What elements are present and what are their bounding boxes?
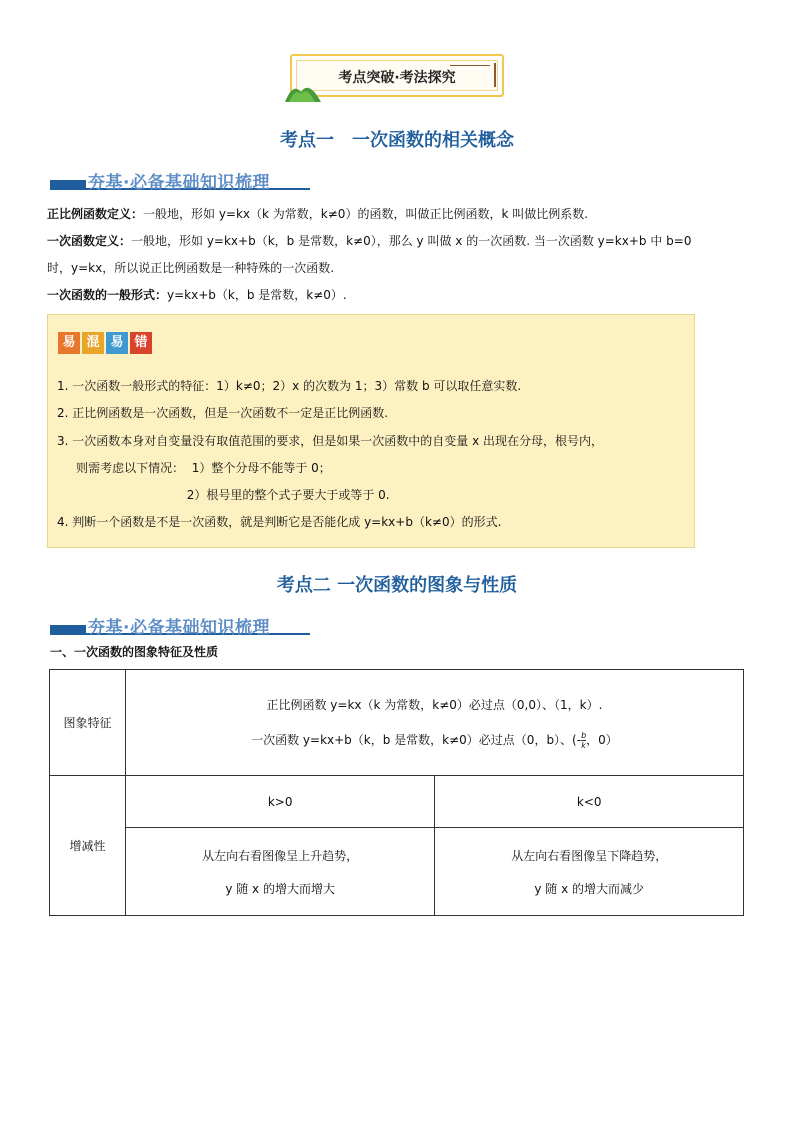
banner-title: 考点突破·考法探究 <box>338 70 456 86</box>
row-label-monotonic: 增减性 <box>50 776 126 916</box>
subhead-text: 夯基·必备基础知识梳理 <box>88 173 270 193</box>
subhead-1 <box>50 168 350 192</box>
decreasing-line1: 从左向右看图像呈下降趋势， <box>511 848 668 863</box>
subhead-text: 夯基·必备基础知识梳理 <box>88 618 270 638</box>
increasing-line1: 从左向右看图像呈上升趋势， <box>202 848 359 863</box>
tag-hun: 混 <box>82 332 104 354</box>
mistake-item: 2. 正比例函数是一次函数，但是一次函数不一定是正比例函数. <box>57 406 389 420</box>
common-mistakes-box <box>47 314 695 548</box>
section-title-1: 考点一 一次函数的相关概念 <box>280 130 514 151</box>
decreasing-line2: y 随 x 的增大而减少 <box>534 881 645 896</box>
para-label: 一次函数定义： <box>47 234 132 248</box>
subhead-2 <box>50 613 350 637</box>
properties-table <box>49 669 744 916</box>
para-text: y=kx+b（k，b 是常数，k≠0）. <box>167 288 347 302</box>
section-title-2: 考点二 一次函数的图象与性质 <box>276 575 518 596</box>
banner-decoration-line <box>450 65 490 66</box>
mistake-item: 则需考虑以下情况： 1）整个分母不能等于 0； <box>57 461 331 475</box>
decreasing-cell <box>435 828 744 916</box>
tag-yi-2: 易 <box>106 332 128 354</box>
table-caption: 一、一次函数的图象特征及性质 <box>50 645 219 659</box>
mistake-item: 3. 一次函数本身对自变量没有取值范围的要求，但是如果一次函数中的自变量 x 出现在分母，根号内， <box>57 434 603 448</box>
tag-cuo: 错 <box>130 332 152 354</box>
para-line <box>47 259 752 277</box>
table-row <box>50 776 744 828</box>
table-row <box>50 670 744 776</box>
hill-icon <box>285 80 321 102</box>
mistake-tags <box>58 332 152 354</box>
para-line <box>47 232 752 250</box>
fraction-numerator: b <box>581 730 587 740</box>
fraction-denominator: k <box>581 740 586 750</box>
definition-paragraph <box>47 205 752 304</box>
col-head-k-negative: k<0 <box>435 776 744 828</box>
para-label: 正比例函数定义： <box>47 207 144 221</box>
graph-feature-cell <box>125 670 743 776</box>
mistake-item: 1. 一次函数一般形式的特征：1）k≠0；2）x 的次数为 1；3）常数 b 可以取任意实数. <box>57 379 522 393</box>
para-text: 一般地，形如 y=kx+b（k，b 是常数，k≠0），那么 y 叫做 x 的一次函数. 当一次函数 y=kx+b 中 b=0 <box>131 234 692 248</box>
row-label-graph: 图象特征 <box>50 670 126 776</box>
para-label: 一次函数的一般形式： <box>47 288 168 302</box>
para-line <box>47 286 752 304</box>
graph-feature-line1: 正比例函数 y=kx（k 为常数，k≠0）必过点（0,0）、（1，k）. <box>266 697 603 712</box>
header-banner <box>290 54 504 97</box>
mistake-item: 4. 判断一个函数是不是一次函数，就是判断它是否能化成 y=kx+b（k≠0）的形式. <box>57 515 502 529</box>
para-line <box>47 205 752 223</box>
increasing-line2: y 随 x 的增大而增大 <box>225 881 335 896</box>
line2-pre: 一次函数 y=kx+b（k，b 是常数，k≠0）必过点（0，b）、(- <box>251 732 582 747</box>
banner-decoration <box>494 63 496 87</box>
table-row <box>50 828 744 916</box>
line2-post: ，0） <box>586 732 618 747</box>
para-text: 一般地，形如 y=kx（k 为常数，k≠0）的函数，叫做正比例函数，k 叫做比例系数. <box>143 207 589 221</box>
para-text: 时，y=kx，所以说正比例函数是一种特殊的一次函数. <box>47 261 335 275</box>
mistake-item: 2）根号里的整个式子要大于或等于 0. <box>57 488 390 502</box>
increasing-cell <box>125 828 435 916</box>
col-head-k-positive: k>0 <box>125 776 435 828</box>
graph-feature-line2 <box>126 731 743 750</box>
tag-yi: 易 <box>58 332 80 354</box>
